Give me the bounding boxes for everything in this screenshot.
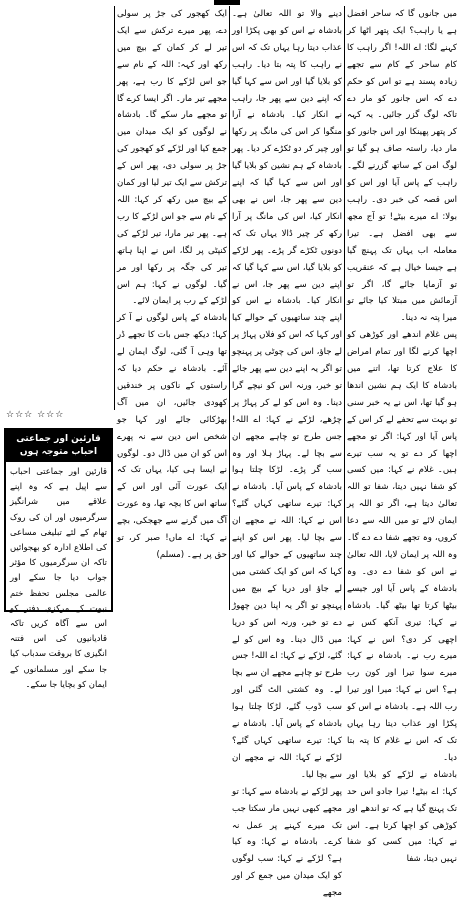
column-1-paragraph-2: پس غلام اندھے اور کوڑھی کو اچھا کرنے لگا اور تمام امراض کا علاج کرتا تھا، اتنے میں بادشاہ کا ایک ہم نشین اندھا ہو گیا تھا، اس نے یہ خبر سنی تو بہت سے تحفے لے کر اس کے پاس آیا اور کہا: اگر تو مجھے اچھا کر دے تو یہ سب تیرے ہیں۔ غلام نے کہا: میں کسی کو شفا نہیں دیتا، شفا تو اللہ تعالیٰ دیتا ہے، اگر تو اللہ پر ایمان لائے تو میں اللہ سے دعا کروں، وہ تجھے شفا دے دے گا۔ وہ اللہ پر ایمان لایا، اللہ تعالیٰ نے اس کو شفا دے دی۔ وہ بادشاہ کے پاس آیا اور جیسے بیٹھا کرتا تھا بیٹھ گیا۔ بادشاہ نے کہا: تیری آنکھ کس نے اچھی کر دی؟ اس نے کہا: میرے رب نے۔ بادشاہ نے کہا: میرے سوا تیرا اور کون رب ہے؟ اس نے کہا: میرا اور تیرا رب اللہ ہے۔ بادشاہ نے اس کو پکڑا اور عذاب دیتا رہا یہاں تک کہ اس نے غلام کا پتہ بتا دیا۔ bbox=[347, 330, 457, 763]
column-divider-2 bbox=[229, 6, 230, 610]
top-marker-bar bbox=[214, 0, 240, 5]
column-1-paragraph-1: میں جانوں گا کہ ساحر افضل ہے یا راہب؟ ایک پتھر اٹھا کر کہنے لگا: اے اللہ! اگر راہب کا کام ساحر کے کام سے تجھے زیادہ پسند ہے تو اس کو حکم دے کہ اس جانور کو مار دے تاکہ لوگ گزر جائیں۔ یہ کہہ کر پتھر پھینکا اور اس جانور کو مار دیا، راستہ صاف ہو گیا تو لوگ امن کے ساتھ گزرنے لگے۔ راہب کے پاس آیا اور اس کو اس قصہ کی خبر دی۔ راہب بولا: اے میرے بیٹے! تو آج مجھ سے بھی افضل ہے۔ تیرا معاملہ اب یہاں تک پہنچ گیا ہے جیسا خیال ہے کہ عنقریب تو آزمایا جائے گا، اگر تو آزمائش میں مبتلا کیا جائے تو میرا پتہ نہ دینا۔ bbox=[347, 9, 457, 324]
column-3-paragraph-2: بادشاہ کے پاس لوگوں نے آ کر کہا: دیکھ جس بات کا تجھے ڈر تھا وہی آ گئی، لوگ ایمان لے آئے۔ بادشاہ نے حکم دیا کہ راستوں کے ناکوں پر خندقیں کھودی جائیں، ان میں آگ بھڑکائی جائے اور کہا جو شخص اس دین سے نہ پھرے اس کو ان میں ڈال دو۔ لوگوں نے ایسا ہی کیا، یہاں تک کہ ایک عورت آئی اور اس کے ساتھ اس کا بچہ تھا، وہ عورت آگ میں گرنے سے جھجکی، بچے نے کہا: اے ماں! صبر کر، تو حق پر ہے۔ (مسلم) bbox=[117, 313, 227, 560]
notice-box bbox=[4, 428, 113, 689]
column-2-paragraph-1: دینے والا تو اللہ تعالیٰ ہے۔ بادشاہ نے اس کو بھی پکڑا اور عذاب دیتا رہا یہاں تک کہ اس نے راہب کا پتہ بتا دیا۔ راہب کو بلایا گیا اور اس سے کہا گیا کہ اپنے دین سے پھر جا، راہب نے انکار کیا۔ بادشاہ نے آرا منگوا کر اس کی مانگ پر رکھا اور چیر کر دو ٹکڑے کر دیا۔ پھر بادشاہ کے ہم نشین کو بلایا گیا اور اس سے کہا گیا کہ اپنے دین سے پھر جا، اس نے بھی انکار کیا، اس کی مانگ پر آرا رکھ کر چیر ڈالا یہاں تک کہ دونوں ٹکڑے گر پڑے۔ پھر لڑکے کو بلایا گیا، اس سے کہا گیا کہ اپنے دین سے پھر جا، اس نے انکار کیا۔ بادشاہ نے اس کو اپنے چند ساتھیوں کے حوالے کیا اور کہا کہ اس کو فلاں پہاڑ پر لے جاؤ، اس کی چوٹی پر پہنچو تو اگر یہ اپنے دین سے پھر جائے تو خیر، ورنہ اس کو نیچے گرا دینا۔ وہ اس کو لے کر پہاڑ پر چڑھے، لڑکے نے کہا: اے اللہ! جس طرح تو چاہے مجھے ان سے بچا لے۔ پہاڑ ہلا اور وہ سب گر پڑے۔ لڑکا چلتا ہوا بادشاہ کے پاس آیا۔ بادشاہ نے کہا: تیرے ساتھی کہاں گئے؟ اس نے کہا: اللہ نے مجھے ان سے بچا لیا۔ پھر اس کو اپنے چند ساتھیوں کے حوالے کیا اور کہا کہ اس کو ایک کشتی میں لے جاؤ اور دریا کے بیچ میں پہنچو تو اگر یہ اپنا دین چھوڑ دے تو خیر، ورنہ اس کو دریا میں ڈال دینا۔ وہ اس کو لے گئے، لڑکے نے کہا: اے اللہ! جس طرح تو چاہے مجھے ان سے بچا لے۔ وہ کشتی الٹ گئی اور سب ڈوب گئے، لڑکا چلتا ہوا بادشاہ کے پاس آیا۔ بادشاہ نے کہا: تیرے ساتھی کہاں گئے؟ لڑکے نے کہا: اللہ نے مجھے ان سے بچا لیا۔ bbox=[232, 9, 342, 780]
notice-title: قارئین اور جماعتی احباب متوجہ ہوں bbox=[6, 430, 111, 462]
column-divider-3 bbox=[114, 6, 115, 410]
column-divider-1 bbox=[344, 6, 345, 610]
column-2-paragraph-2: پھر لڑکے نے بادشاہ سے کہا: تو مجھے کبھی نہیں مار سکتا جب تک میرے کہنے پر عمل نہ کرے۔ بادشاہ نے کہا: وہ کیا ہے؟ لڑکے نے کہا: سب لوگوں کو ایک میدان میں جمع کر اور مجھے bbox=[232, 786, 342, 899]
column-2 bbox=[232, 6, 342, 899]
column-3-paragraph-1: ایک کھجور کی جڑ پر سولی دے، پھر میرے ترکش سے ایک تیر لے کر کمان کے بیچ میں رکھ اور کہہ: اللہ کے نام سے جو اس لڑکے کا رب ہے، پھر مجھے تیر مار۔ اگر ایسا کرے گا تو مجھے مار سکے گا۔ بادشاہ نے لوگوں کو ایک میدان میں جمع کیا اور لڑکے کو کھجور کی جڑ پر سولی دی، پھر اس کے ترکش سے ایک تیر لیا اور کمان کے بیچ میں رکھ کر کہا: اللہ کے نام سے جو اس لڑکے کا رب ہے۔ پھر تیر مارا، تیر لڑکے کی کنپٹی پر لگا، اس نے اپنا ہاتھ تیر کی جگہ پر رکھا اور مر گیا۔ لوگوں نے کہا: ہم اس لڑکے کے رب پر ایمان لائے۔ bbox=[117, 9, 227, 307]
notice-body: قارئین اور جماعتی احباب سے اپیل ہے کہ وہ اپنے علاقے میں شرانگیز سرگرمیوں اور ان کی روک تھام کے لئے تبلیغی مساعی کی اطلاع ادارہ کو بھجوائیں تاکہ ان سرگرمیوں کا مؤثر جواب دیا جا سکے اور عالمی مجلس تحفظ ختم نبوت کے مرکزی دفتر کو اس سے آگاہ کریں تاکہ قادیانیوں کی اس فتنہ انگیزی کا بروقت سدباب کیا جا سکے اور مسلمانوں کے ایمان کو بچایا جا سکے۔ bbox=[10, 466, 107, 689]
column-1 bbox=[347, 6, 457, 865]
column-1-paragraph-3: بادشاہ نے لڑکے کو بلایا اور کہا: اے بیٹے! تیرا جادو اس حد تک پہنچ گیا ہے کہ تو اندھے اور کوڑھی کو اچھا کرتا ہے۔ اس نے کہا: میں کسی کو شفا نہیں دیتا، شفا bbox=[347, 769, 457, 865]
section-separator-stars: ☆☆☆ ☆☆☆ bbox=[6, 410, 65, 420]
column-3 bbox=[117, 6, 227, 612]
